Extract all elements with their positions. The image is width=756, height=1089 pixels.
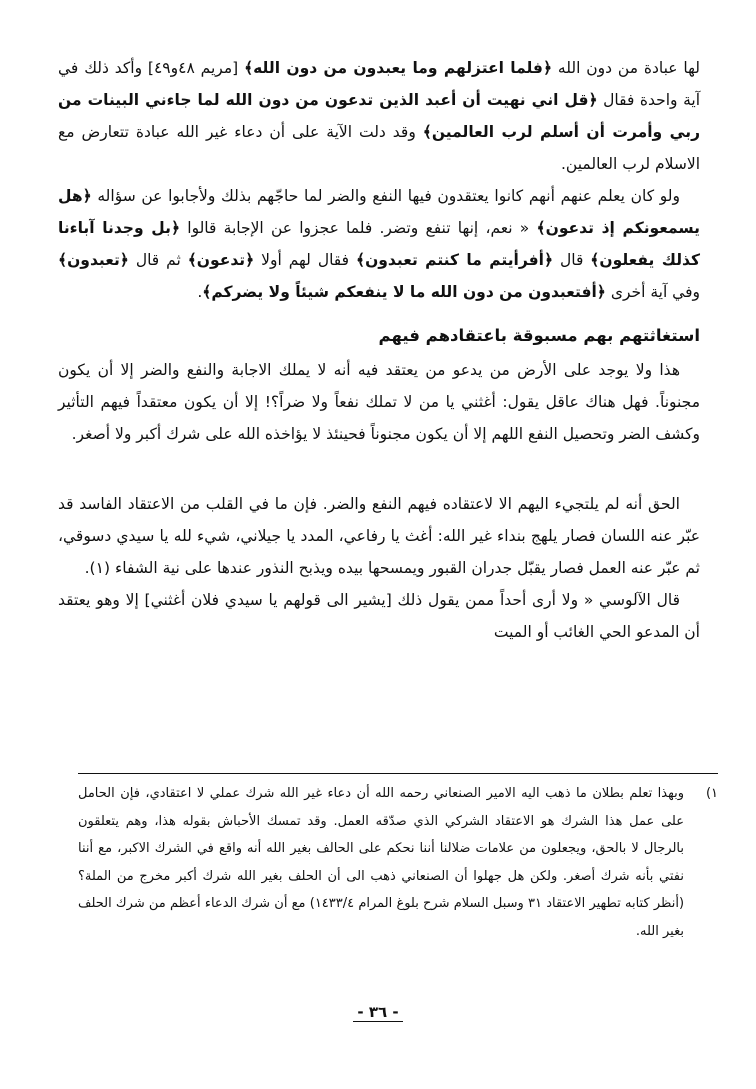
quran-quote: ﴿فلما اعتزلهم وما يعبدون من دون الله﴾ xyxy=(244,59,553,77)
quran-quote: ﴿تعبدون﴾ xyxy=(58,251,129,269)
text-run: قال xyxy=(553,251,591,269)
text-run: لها عبادة من دون الله xyxy=(552,59,701,77)
quran-quote: ﴿تدعون﴾ xyxy=(187,251,255,269)
text-run: . xyxy=(197,283,203,301)
page-number: - ٣٦ - xyxy=(353,1003,402,1022)
paragraph-4 xyxy=(58,488,700,584)
footnote-row xyxy=(78,780,718,945)
paragraph-2 xyxy=(58,180,700,308)
paragraph-5: قال الآلوسي « ولا أرى أحداً ممن يقول ذلك [يشير الى قولهم يا سيدي فلان أغثني] إلا وهو يعتقد أن المدعو الحي الغائب أو الميت xyxy=(58,591,700,641)
text-run: [مريم ٤٨و٤٩] وأكد ذلك في آية واحدة فقال xyxy=(58,59,701,109)
quran-quote: ﴿بل وجدنا آباءنا كذلك يفعلون﴾ xyxy=(58,219,700,269)
text-run: وفي آية أخرى xyxy=(605,283,700,301)
text-run: وقد دلت الآية على أن دعاء غير الله عبادة تتعارض مع الاسلام لرب العالمين. xyxy=(58,123,700,173)
text-run: فقال لهم أولا xyxy=(254,251,356,269)
section-heading: استغاثتهم بهم مسبوقة باعتقادهم فيهم xyxy=(378,326,700,345)
spacer xyxy=(58,450,700,488)
footnote-text: وبهذا تعلم بطلان ما ذهب اليه الامير الصنعاني رحمه الله أن دعاء غير الله شرك عملي لا اعتقادي، فإن الحامل على عمل هذا الشرك هو الاعتقاد الشركي الذي صدّقه العمل. وقد تمسك الأحباش بقوله هذا، وهم يتعلقون بالرجال لا بالحق، ويجعلون من علامات ضلالنا أننا نحكم على الحالف بغير الله أنه واقع في الشرك الاكبر، مع أننا نفتي بأنه شرك أصغر. ولكن هل جهلوا أن الصنعاني ذهب الى أن الحلف بغير الله شرك أكبر مخرج من الملة؟ (أنظر كتابه تطهير الاعتقاد ٣١ وسبل السلام شرح بلوغ المرام ١٤٣٣/٤) مع أن شرك الدعاء أعظم من شرك الحلف بغير الله. xyxy=(78,786,685,939)
main-text xyxy=(58,52,700,648)
footnote-number: ١) xyxy=(705,786,718,801)
text-run: « نعم، إنها تنفع وتضر. فلما عجزوا عن الإجابة قالوا xyxy=(180,219,537,237)
footnote xyxy=(78,773,718,945)
paragraph-1 xyxy=(58,52,700,180)
paragraph-3: هذا ولا يوجد على الأرض من يدعو من يعتقد فيه أنه لا يملك الاجابة والنفع والضر إلا أن يكون مجنوناً. فهل هناك عاقل يقول: أغثني يا من لا تملك نفعاً ولا ضراً؟! إلا أن يكون معتقداً فيهم التأثير وكشف الضر وتحصيل النفع اللهم إلا أن يكون مجنوناً فحينئذ لا يؤاخذه الله على شرك أكبر ولا أصغر. xyxy=(58,361,700,443)
quran-quote: ﴿أفرأيتم ما كنتم تعبدون﴾ xyxy=(355,251,554,269)
quran-quote: ﴿قل اني نهيت أن أعبد الذين تدعون من دون الله لما جاءني البينات من ربي وأمرت أن أسلم لرب العالمين﴾ xyxy=(58,91,700,141)
quran-quote: ﴿أفتعبدون من دون الله ما لا ينفعكم شيئاً ولا يضركم﴾ xyxy=(202,283,606,301)
page-number-container xyxy=(0,1003,756,1022)
quran-quote: ﴿هل يسمعونكم إذ تدعون﴾ xyxy=(58,187,700,237)
text-run: ولو كان يعلم عنهم أنهم كانوا يعتقدون فيها النفع والضر لما حاجّهم بذلك ولأجابوا عن سؤاله xyxy=(91,187,680,205)
text-run: . xyxy=(84,559,90,577)
text-run: ثم قال xyxy=(128,251,188,269)
footnote-reference[interactable]: (١) xyxy=(89,559,110,577)
text-run: الحق أنه لم يلتجيء اليهم الا لاعتقاده فيهم النفع والضر. فإن ما في القلب من الاعتقاد الفاسد قد عبّر عنه اللسان فصار يلهج بنداء غير الله: أغث يا رفاعي، المدد يا جيلاني، شيء لله يا سيدي دسوقي، ثم عبّر عنه العمل فصار يقبّل جدران القبور ويمسحها بيده ويذبح النذور عندها على نية الشفاء xyxy=(58,495,700,577)
